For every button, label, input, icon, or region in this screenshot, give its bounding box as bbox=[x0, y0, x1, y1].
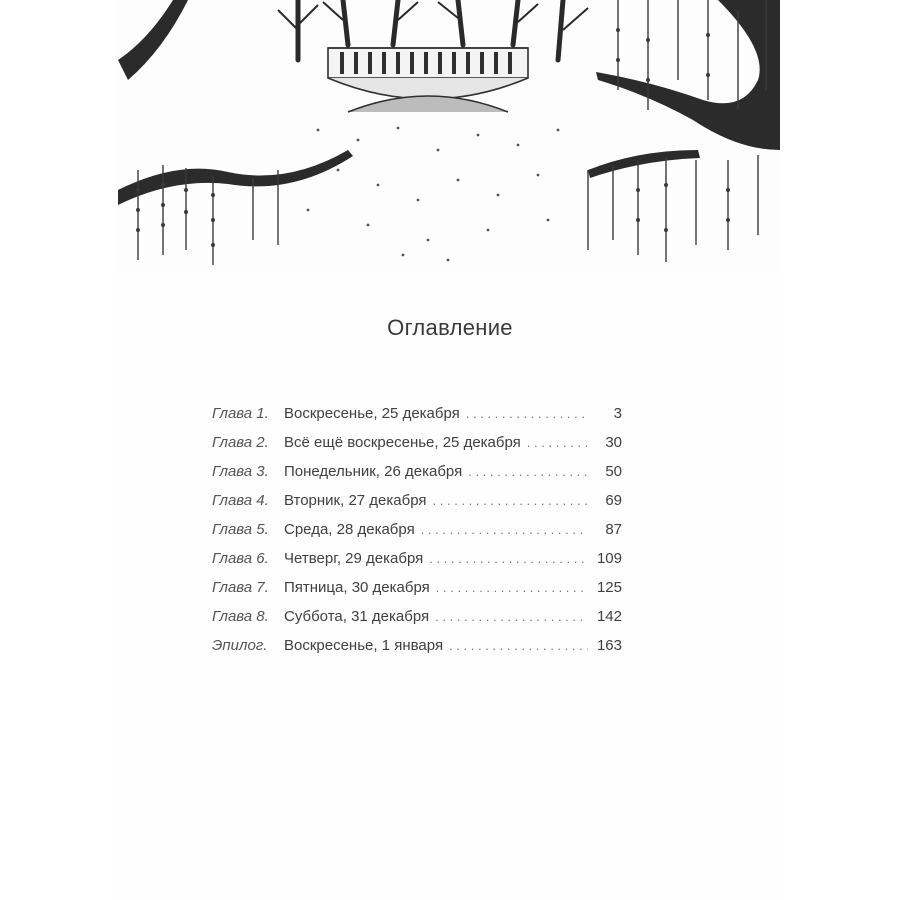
park-bridge-illustration bbox=[118, 0, 780, 272]
toc-leader-dots bbox=[436, 580, 588, 595]
toc-entry-label: Глава 4. bbox=[212, 492, 269, 509]
toc-entry[interactable] bbox=[212, 637, 622, 666]
toc-entry-page: 163 bbox=[596, 637, 622, 654]
toc-entry-title: Воскресенье, 1 января bbox=[284, 637, 444, 654]
toc-entry[interactable] bbox=[212, 608, 622, 637]
toc-entry-page: 30 bbox=[605, 434, 622, 451]
toc-entry-label: Глава 7. bbox=[212, 579, 269, 596]
toc-entry-label: Глава 1. bbox=[212, 405, 269, 422]
toc-entry-title: Воскресенье, 25 декабря bbox=[284, 405, 460, 422]
toc-entry-label: Глава 5. bbox=[212, 521, 269, 538]
toc-entry-page: 109 bbox=[596, 550, 622, 567]
toc-entry-title: Пятница, 30 декабря bbox=[284, 579, 430, 596]
toc-entry-page: 50 bbox=[605, 463, 622, 480]
toc-entry[interactable] bbox=[212, 579, 622, 608]
toc-leader-dots bbox=[527, 435, 588, 450]
toc-leader-dots bbox=[429, 551, 588, 566]
toc-entry-page: 87 bbox=[605, 521, 622, 538]
toc-leader-dots bbox=[421, 522, 588, 537]
toc-entry-title: Четверг, 29 декабря bbox=[284, 550, 424, 567]
toc-leader-dots bbox=[468, 464, 588, 479]
toc-entry-title: Среда, 28 декабря bbox=[284, 521, 415, 538]
toc-leader-dots bbox=[435, 609, 588, 624]
toc-leader-dots bbox=[433, 493, 588, 508]
table-of-contents-title: Оглавление bbox=[387, 315, 513, 340]
toc-entry-label: Глава 3. bbox=[212, 463, 269, 480]
table-of-contents bbox=[212, 405, 622, 666]
toc-entry-title: Всё ещё воскресенье, 25 декабря bbox=[284, 434, 521, 451]
toc-entry[interactable] bbox=[212, 463, 622, 492]
toc-entry-title: Вторник, 27 декабря bbox=[284, 492, 427, 509]
toc-entry[interactable] bbox=[212, 434, 622, 463]
toc-entry-page: 125 bbox=[596, 579, 622, 596]
toc-entry-title: Понедельник, 26 декабря bbox=[284, 463, 463, 480]
toc-entry-label: Эпилог. bbox=[212, 637, 268, 654]
toc-leader-dots bbox=[466, 406, 588, 421]
toc-entry[interactable] bbox=[212, 550, 622, 579]
toc-entry-label: Глава 2. bbox=[212, 434, 269, 451]
toc-entry-page: 69 bbox=[605, 492, 622, 509]
toc-leader-dots bbox=[449, 638, 588, 653]
toc-entry[interactable] bbox=[212, 521, 622, 550]
toc-entry-label: Глава 8. bbox=[212, 608, 269, 625]
toc-entry[interactable] bbox=[212, 405, 622, 434]
toc-entry-page: 3 bbox=[613, 405, 622, 422]
toc-entry-title: Суббота, 31 декабря bbox=[284, 608, 430, 625]
toc-entry-label: Глава 6. bbox=[212, 550, 269, 567]
toc-entry-page: 142 bbox=[596, 608, 622, 625]
toc-entry[interactable] bbox=[212, 492, 622, 521]
